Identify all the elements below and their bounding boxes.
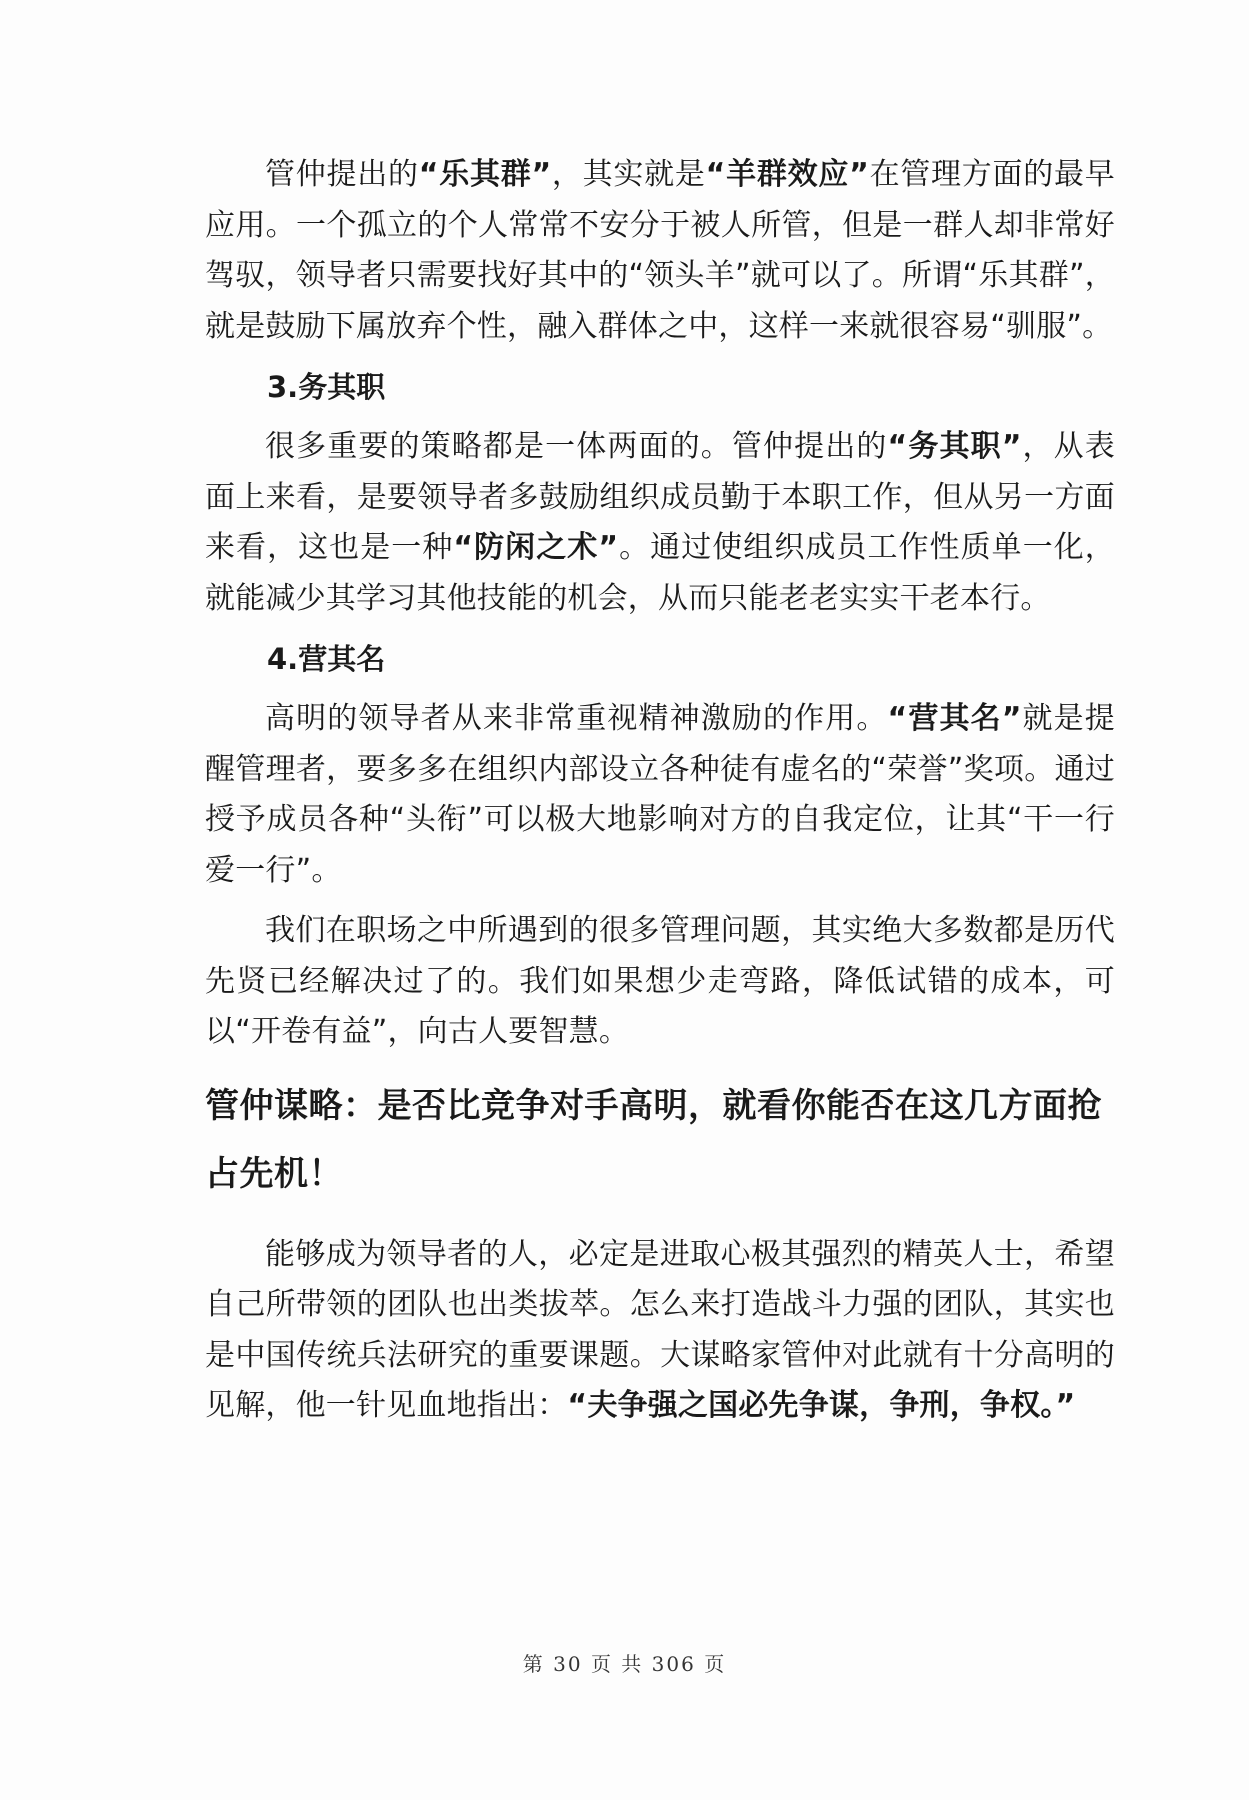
bold-term: “营其名” (887, 701, 1022, 736)
text-run: ，其实就是 (551, 157, 706, 192)
subheading-ying-qi-ming: 4.营其名 (267, 642, 386, 676)
text-run: 就是提醒管理者，要多多在组织内部设立各种徒有虚名的“荣誉”奖项。通过授予成员各种“头衔”可以极大地影响对方的自我定位，让其“干一行爱一行”。 (205, 701, 1115, 888)
bold-term: “乐其群” (418, 157, 552, 192)
text-run: ，从表面上来看，是要领导者多鼓励组织成员勤于本职工作，但从另一方面来看，这也是一种 (205, 429, 1115, 565)
subheading-wu-qi-zhi: 3.务其职 (267, 370, 386, 404)
text-run: 能够成为领导者的人，必定是进取心极其强烈的精英人士，希望自己所带领的团队也出类拔萃。怎么来打造战斗力强的团队，其实也是中国传统兵法研究的重要课题。大谋略家管仲对此就有十分高明的见解，他一针见血地指出： (205, 1236, 1115, 1423)
text-run: 管仲提出的 (265, 157, 419, 192)
page-body (205, 150, 1115, 1442)
paragraph-wu-qi-zhi (205, 422, 1115, 624)
section-title: 管仲谋略：是否比竞争对手高明，就看你能否在这几方面抢占先机！ (205, 1085, 1102, 1194)
bold-term: “务其职” (887, 429, 1022, 464)
text-run: 。通过使组织成员工作性质单一化，就能减少其学习其他技能的机会，从而只能老老实实干老本行。 (205, 530, 1115, 616)
text-run: 很多重要的策略都是一体两面的。管仲提出的 (265, 429, 888, 464)
text-run: 在管理方面的最早应用。一个孤立的个人常常不安分于被人所管，但是一群人却非常好驾驭，领导者只需要找好其中的“领头羊”就可以了。所谓“乐其群”，就是鼓励下属放弃个性，融入群体之中，这样一来就很容易“驯服”。 (205, 157, 1115, 344)
bold-term: “羊群效应” (705, 157, 870, 192)
paragraph-le-qi-qun (205, 150, 1115, 352)
text-run: 高明的领导者从来非常重视精神激励的作用。 (265, 701, 888, 736)
paragraph-strategy (205, 1230, 1115, 1432)
bold-quote: “夫争强之国必先争谋，争刑，争权。” (567, 1388, 1076, 1423)
bold-term: “防闲之术” (453, 530, 619, 565)
paragraph-summary: 我们在职场之中所遇到的很多管理问题，其实绝大多数都是历代先贤已经解决过了的。我们如果想少走弯路，降低试错的成本，可以“开卷有益”，向古人要智慧。 (205, 913, 1115, 1049)
page-number-footer: 第 30 页 共 306 页 (522, 1652, 727, 1676)
paragraph-ying-qi-ming (205, 694, 1115, 896)
